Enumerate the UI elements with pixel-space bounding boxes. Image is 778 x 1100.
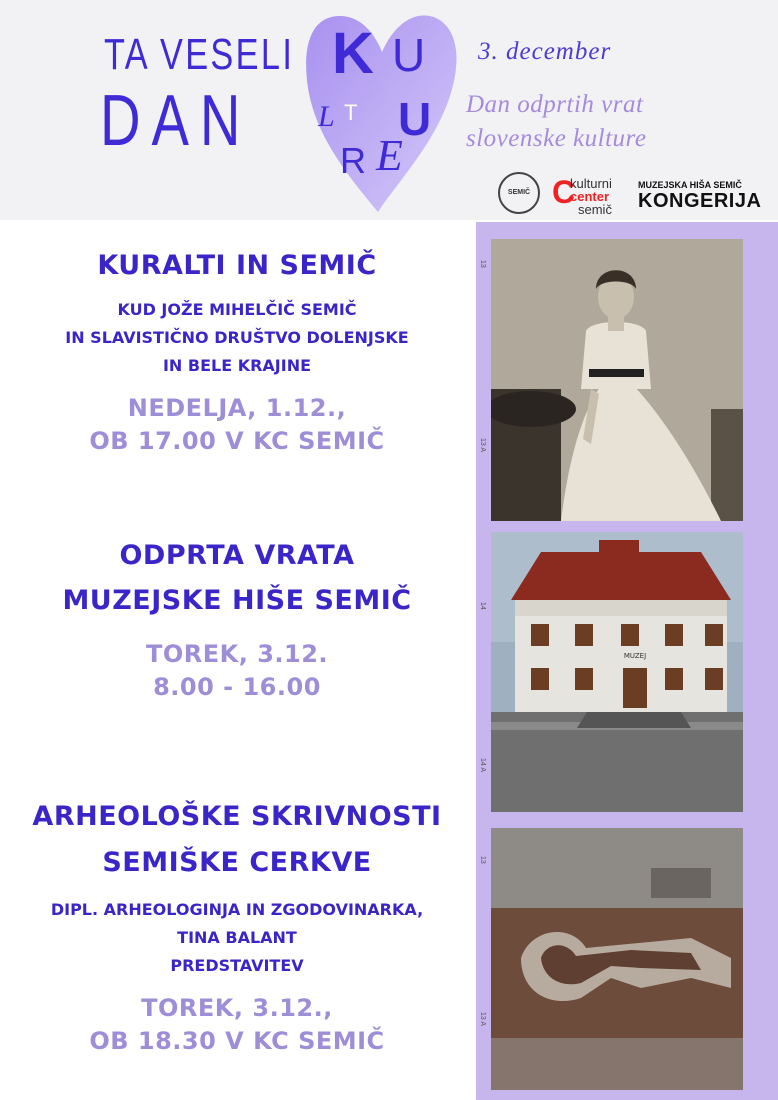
sponsor-logos [496, 170, 776, 218]
subtitle-line-1: Dan odprtih vrat [466, 91, 644, 118]
event-date: 3. december [478, 38, 612, 65]
event-2-title-1: ODPRTA VRATA [119, 540, 355, 571]
kultura-letter-l: L [318, 100, 335, 133]
event-1-time-1: NEDELJA, 1.12., [127, 394, 347, 422]
event-1-time-2: OB 17.00 V KC SEMIČ [89, 427, 385, 455]
photo-archaeology [491, 828, 743, 1090]
frame-number: 13 A [479, 1012, 486, 1027]
museum-sign: MUZEJ [623, 652, 647, 660]
subtitle [466, 88, 766, 156]
kultura-letter-u: U [392, 29, 426, 81]
portrait-image [491, 239, 743, 521]
frame-number: 13 [479, 856, 486, 864]
event-3-organizer-3: PREDSTAVITEV [170, 956, 304, 975]
archaeology-image [491, 828, 743, 1090]
events-list [0, 222, 474, 1100]
photo-portrait [491, 239, 743, 521]
seal-text: SEMIČ [507, 189, 531, 196]
event-3-organizer-1: DIPL. ARHEOLOGINJA IN ZGODOVINARKA, [50, 900, 424, 919]
kongerija-line-2: KONGERIJA [638, 190, 762, 212]
event-1-organizer-3: IN BELE KRAJINE [162, 356, 312, 375]
kulturni-center-logo [552, 176, 630, 216]
kultura-letter-u2: U [398, 93, 432, 145]
photo-museum [491, 532, 743, 812]
kultura-letter-t: T [344, 100, 358, 125]
kc-line-3: semič [578, 202, 612, 217]
event-3-time-2: OB 18.30 V KC SEMIČ [89, 1027, 385, 1055]
kud-seal-logo [498, 172, 540, 214]
event-3-time-1: TOREK, 3.12., [141, 994, 333, 1022]
kc-line-2: center [570, 189, 610, 204]
kc-letter-icon: C [552, 174, 576, 210]
title-line-1: TA VESELI [104, 30, 295, 79]
event-1-organizer-2: IN SLAVISTIČNO DRUŠTVO DOLENJSKE [65, 328, 409, 347]
frame-number: 13 A [479, 438, 486, 453]
event-2-time-2: 8.00 - 16.00 [153, 673, 321, 701]
frame-number: 14 A [479, 758, 486, 773]
event-1-title: KURALTI IN SEMIČ [97, 250, 377, 281]
kultura-letter-k: K [332, 21, 374, 86]
kongerija-logo [638, 180, 778, 216]
kc-line-1: kulturni [570, 176, 612, 191]
subtitle-line-2: slovenske kulture [466, 125, 647, 152]
event-2-time-1: TOREK, 3.12. [145, 640, 329, 668]
event-1-organizer-1: KUD JOŽE MIHELČIČ SEMIČ [117, 300, 357, 319]
frame-number: 13 [479, 260, 486, 268]
museum-image [491, 532, 743, 812]
frame-number: 14 [479, 602, 486, 610]
kongerija-line-1: MUZEJSKA HIŠA SEMIČ [638, 180, 742, 190]
film-strip [476, 222, 778, 1100]
event-3-organizer-2: TINA BALANT [177, 928, 297, 947]
event-2-title-2: MUZEJSKE HIŠE SEMIČ [62, 585, 412, 616]
kultura-letter-e: E [376, 131, 403, 180]
title-line-2: DAN [100, 81, 252, 161]
header [0, 0, 778, 220]
event-3-title-2: SEMIŠKE CERKVE [102, 847, 372, 878]
kultura-letter-r: R [340, 140, 366, 181]
event-3-title-1: ARHEOLOŠKE SKRIVNOSTI [32, 801, 442, 832]
